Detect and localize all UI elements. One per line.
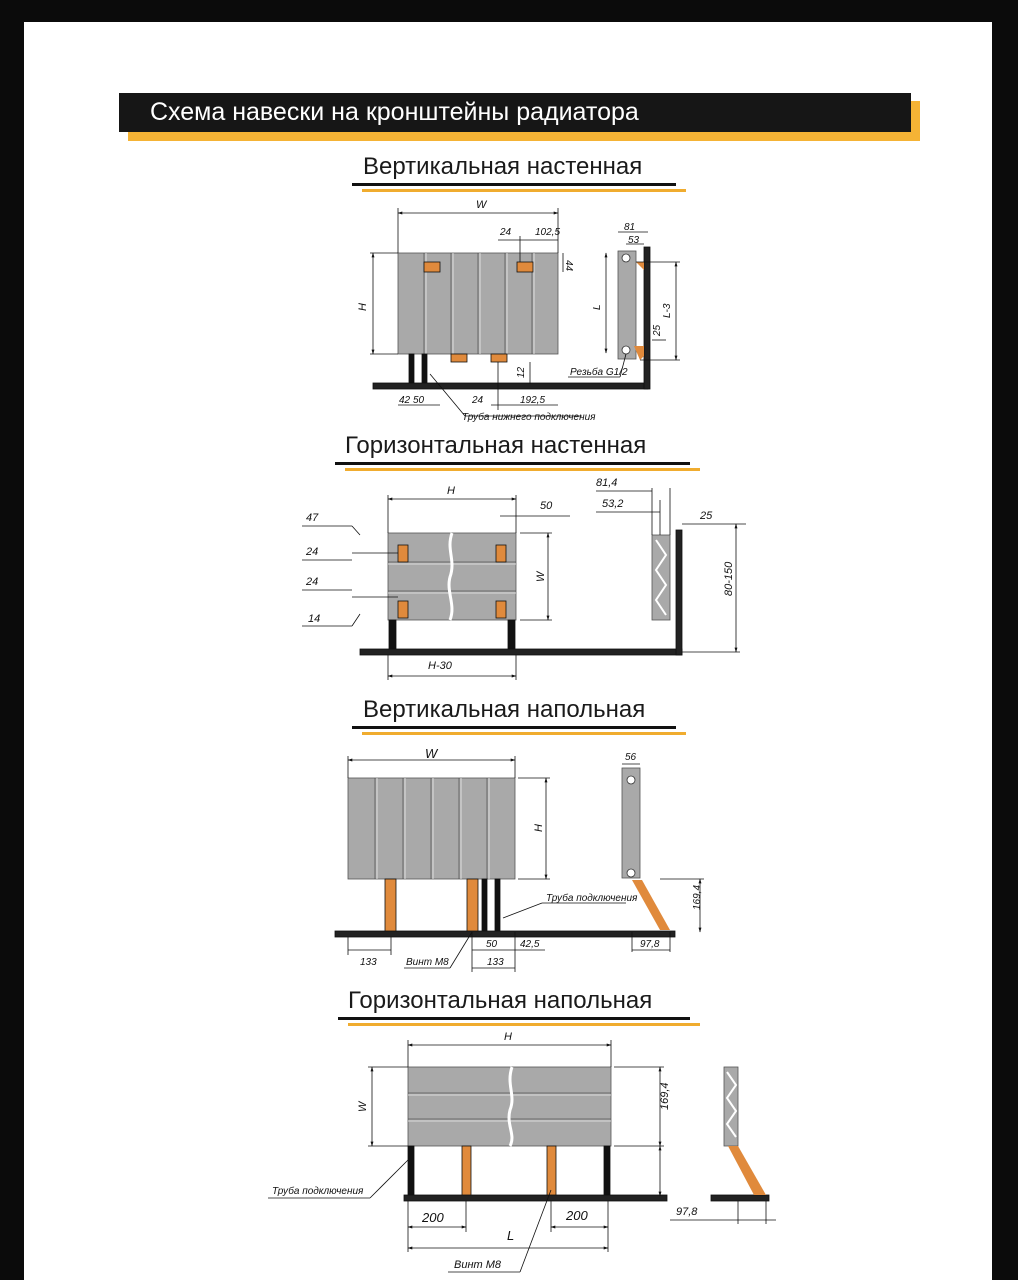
dim-label: 133: [360, 957, 377, 968]
dim-label: 24: [306, 546, 319, 558]
dim-label: 200: [566, 1208, 588, 1223]
dim-label: H-30: [428, 660, 452, 672]
dim-label: 44: [563, 260, 574, 272]
dim-label: 97,8: [676, 1206, 698, 1218]
pipe-label: Труба подключения: [546, 893, 638, 904]
section-title-vertical-wall: Вертикальная настенная: [363, 153, 643, 180]
section-title-horizontal-wall: Горизонтальная настенная: [345, 432, 647, 459]
dim-label: 97,8: [640, 939, 660, 950]
dim-label: 81,4: [596, 477, 618, 489]
pipe-label: Труба нижнего подключения: [462, 412, 596, 423]
dim-label: H: [447, 485, 455, 497]
pipe-label: Труба подключения: [272, 1186, 364, 1197]
dim-label: 25: [700, 510, 713, 522]
dim-label: 42: [399, 395, 411, 406]
dim-label: L: [592, 304, 603, 310]
dim-label: 24: [472, 395, 484, 406]
dim-label: 81: [624, 222, 636, 233]
dim-label: H: [504, 1031, 512, 1043]
dim-label: 50: [486, 939, 498, 950]
dim-label: 47: [306, 512, 319, 524]
dim-label: L: [507, 1228, 515, 1243]
dim-label: 80-150: [723, 561, 735, 596]
dim-label: 50: [540, 500, 553, 512]
dim-label: L-3: [662, 303, 673, 318]
dim-label: W: [425, 746, 438, 761]
dim-label: 56: [625, 752, 637, 763]
screw-label: Винт М8: [454, 1259, 502, 1271]
dim-label: 200: [422, 1210, 444, 1225]
dim-label: 102,5: [535, 227, 561, 238]
dim-label: 42,5: [520, 939, 540, 950]
dim-label: 169,4: [692, 884, 703, 910]
dim-label: H: [357, 303, 369, 311]
screw-label: Винт М8: [406, 957, 449, 968]
dim-label: 14: [308, 613, 321, 625]
dim-label: W: [476, 199, 487, 211]
dim-label: W: [535, 571, 547, 582]
dim-label: 169,4: [659, 1082, 671, 1110]
dim-label: 12: [516, 366, 527, 378]
drawing-horizontal-floor: [268, 1040, 776, 1272]
thread-label: Резьба G1/2: [570, 367, 628, 378]
dim-label: W: [357, 1101, 369, 1112]
drawing-horizontal-wall: [302, 488, 746, 680]
dim-label: 50: [413, 395, 425, 406]
section-title-vertical-floor: Вертикальная напольная: [363, 696, 646, 723]
dim-label: 53: [628, 235, 640, 246]
dim-label: 24: [306, 576, 319, 588]
dim-label: 192,5: [520, 395, 546, 406]
dim-label: 133: [487, 957, 504, 968]
dim-label: 25: [652, 324, 663, 336]
section-title-horizontal-floor: Горизонтальная напольная: [348, 987, 653, 1014]
page-title: Схема навески на кронштейны радиатора: [119, 93, 911, 132]
dim-label: 53,2: [602, 498, 624, 510]
dim-label: 24: [500, 227, 512, 238]
dim-label: H: [533, 824, 545, 832]
